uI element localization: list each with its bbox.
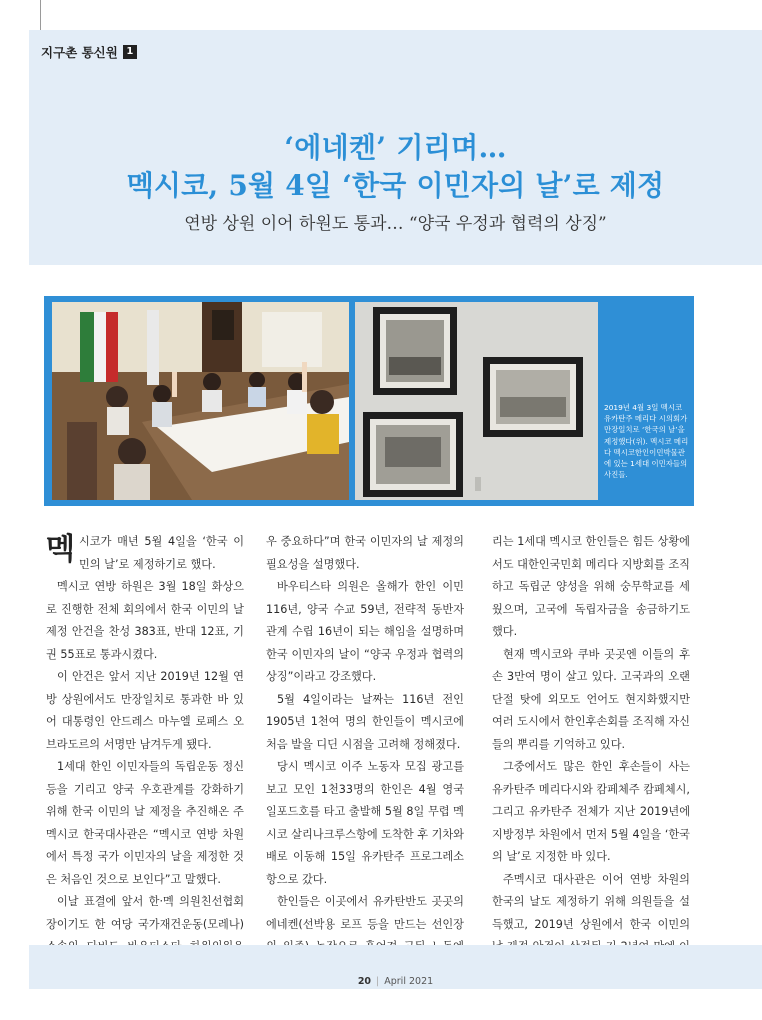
article-column-1 — [46, 531, 244, 981]
page-number: 20 — [357, 976, 372, 987]
section-label-text: 지구촌 통신원 — [41, 45, 118, 60]
section-label — [41, 43, 137, 61]
section-number-badge: 1 — [123, 45, 137, 59]
subheadline: 연방 상원 이어 하원도 통과… “양국 우정과 협력의 상징” — [184, 214, 607, 234]
drop-cap: 멕 — [46, 532, 75, 567]
margin-rule — [40, 0, 41, 30]
article-paragraph: 멕시코가 매년 5월 4일을 ‘한국 이민의 날’로 제정하기로 했다. — [46, 532, 244, 571]
article-paragraph: 멕시코 연방 하원은 3월 18일 화상으로 진행한 전체 회의에서 한국 이민의 날 제정 안건을 찬성 383표, 반대 12표, 기권 55표로 통과시켰다. — [46, 580, 244, 661]
article-paragraph: 당시 멕시코 이주 노동자 모집 광고를 보고 모인 1천33명의 한인은 4월 영국 일포드호를 타고 출발해 5월 8일 무렵 멕시코 살리나크루스항에 도착한 후 기차와 배로 이동해 15일 유카탄주 프로그레소항으로 갔다. — [266, 760, 464, 886]
article-paragraph: 바우티스타 의원은 올해가 한인 이민 116년, 양국 수교 59년, 전략적 동반자 관계 수립 16년이 되는 해임을 설명하며 한국 이민자의 날이 “양국 우정과 협력의 상징”이라고 강조했다. — [266, 580, 464, 683]
article-paragraph: 1세대 한인 이민자들의 독립운동 정신 등을 기리고 양국 우호관계를 강화하기 위해 한국 이민의 날 제정을 추진해온 주멕시코 한국대사관은 “멕시코 연방 차원에서 특정 국가 이민자의 날을 제정한 것은 처음인 것으로 보인다”고 말했다. — [46, 760, 244, 886]
museum-photos-image — [355, 302, 598, 500]
issue-date: April 2021 — [384, 976, 434, 987]
council-vote-photo — [52, 302, 349, 500]
article-paragraph: 그중에서도 많은 한인 후손들이 사는 유카탄주 메리다시와 캄페체주 캄페체시, 그리고 유카탄주 전체가 지난 2019년에 지방정부 차원에서 먼저 5월 4일을 ‘한국의 날’로 지정한 바 있다. — [492, 760, 690, 863]
article-paragraph: 5월 4일이라는 날짜는 116년 전인 1905년 1천여 명의 한인들이 멕시코에 처음 발을 디딘 시점을 고려해 정해졌다. — [266, 692, 464, 751]
article-column-2 — [266, 531, 464, 981]
article-paragraph: 이 안건은 앞서 지난 2019년 12월 연방 상원에서도 만장일치로 통과한 바 있어 대통령인 안드레스 마누엘 로페스 오브라도르의 서명만 남겨두게 됐다. — [46, 670, 244, 751]
article-paragraph: 주멕시코 대사관은 이어 연방 차원의 한국의 날도 제정하기 위해 의원들을 설득했고, 2019년 상원에서 한국 이민의 — [492, 869, 690, 982]
article-paragraph: 현재 멕시코와 쿠바 곳곳엔 이들의 후손 3만여 명이 살고 있다. 고국과의 오랜 단절 탓에 외모도 언어도 현지화했지만 여러 도시에서 한인후손회를 조직해 자신들의 뿌리를 기억하고 있다. — [492, 647, 690, 751]
headline-line-1: ‘에네켄’ 기리며… — [284, 131, 507, 164]
headline-line-2: 멕시코, 5월 4일 ‘한국 이민자의 날’로 제정 — [126, 169, 665, 202]
article-paragraph: 한인들은 이곳에서 유카탄반도 곳곳의 에네켄(선박용 로프 등을 만드는 선인장 — [266, 895, 464, 931]
article-column-3 — [492, 531, 690, 981]
article-paragraph: 이날 표결에 앞서 한·멕 의원친선협회장이기도 한 여당 국가재건운동(모레나) — [46, 895, 244, 931]
article-paragraph: 우 중요하다”며 한국 이민자의 날 제정의 필요성을 설명했다. — [266, 535, 464, 571]
photo-caption: 2019년 4월 3일 멕시코 유카탄주 메리다 시의회가 만장일치로 ‘한국의 날’을 제정했다(위). 멕시코 메리다 멕시코한인이민박물관에 있는 1세대 이민자들의 사진들. — [604, 403, 689, 480]
page-footer: 20 | April 2021 — [357, 976, 434, 987]
article-paragraph: 리는 1세대 멕시코 한인들은 힘든 상황에서도 대한인국민회 메리다 지방회를 조직하고 독립군 양성을 위해 숭무학교를 세웠으며, 고국에 독립자금을 송금하기도 했다. — [492, 535, 690, 638]
